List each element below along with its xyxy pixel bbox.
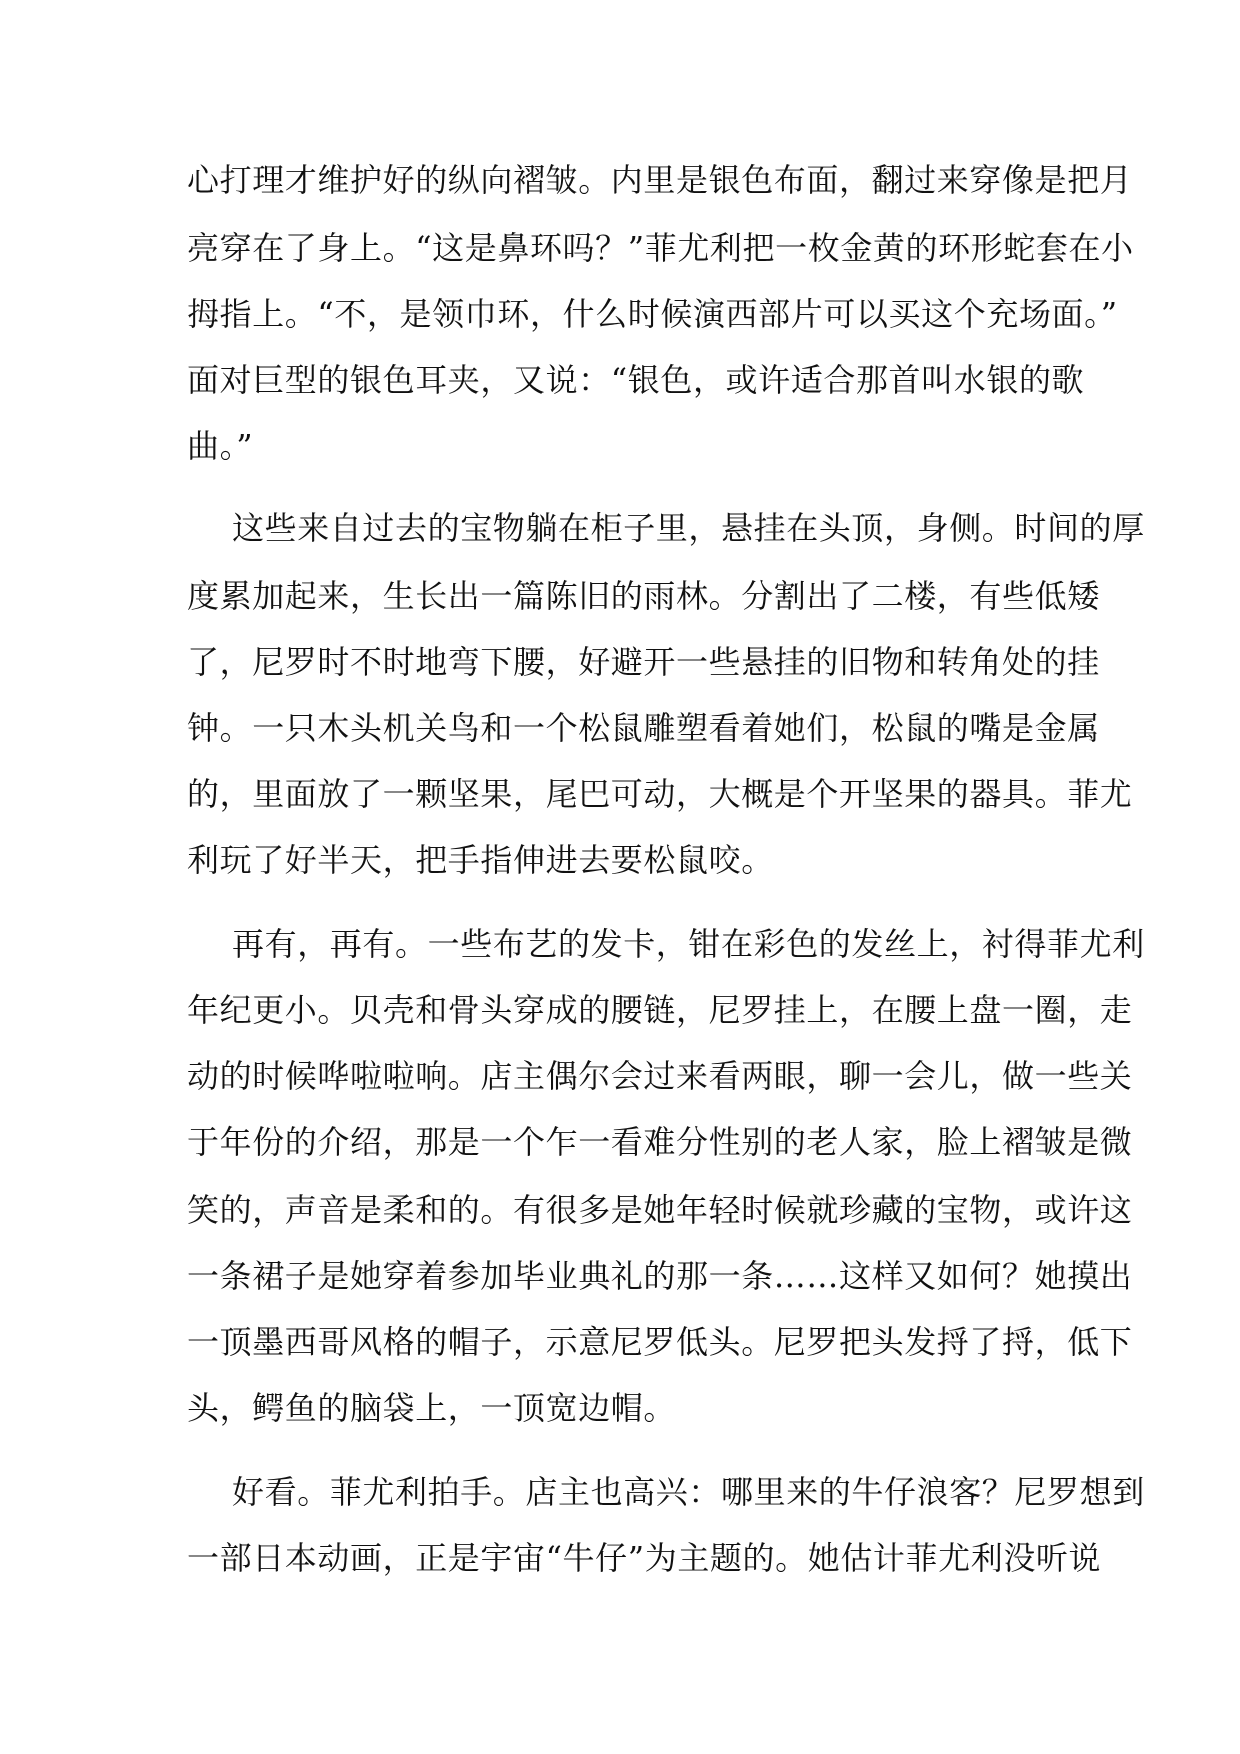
text-line: 动的时候哗啦啦响。店主偶尔会过来看两眼，聊一会儿，做一些关: [187, 1057, 1133, 1095]
text-line: 亮穿在了身上。“这是鼻环吗？”菲尤利把一枚金黄的环形蛇套在小: [187, 229, 1134, 267]
text-line: 度累加起来，生长出一篇陈旧的雨林。分割出了二楼，有些低矮: [187, 577, 1100, 615]
text-line: 拇指上。“不，是领巾环，什么时候演西部片可以买这个充场面。”: [187, 295, 1118, 333]
text-line: 一条裙子是她穿着参加毕业典礼的那一条……这样又如何？她摸出: [187, 1257, 1133, 1295]
text-line: 这些来自过去的宝物躺在柜子里，悬挂在头顶，身侧。时间的厚: [232, 509, 1145, 547]
text-line: 心打理才维护好的纵向褶皱。内里是银色布面，翻过来穿像是把月: [187, 161, 1133, 199]
text-line: 钟。一只木头机关鸟和一个松鼠雕塑看着她们，松鼠的嘴是金属: [187, 709, 1100, 747]
text-line: 笑的，声音是柔和的。有很多是她年轻时候就珍藏的宝物，或许这: [187, 1191, 1133, 1229]
text-line: 好看。菲尤利拍手。店主也高兴：哪里来的牛仔浪客？尼罗想到: [232, 1473, 1145, 1511]
text-line: 年纪更小。贝壳和骨头穿成的腰链，尼罗挂上，在腰上盘一圈，走: [187, 991, 1133, 1029]
text-line: 一顶墨西哥风格的帽子，示意尼罗低头。尼罗把头发捋了捋，低下: [187, 1323, 1133, 1361]
text-line: 的，里面放了一颗坚果，尾巴可动，大概是个开坚果的器具。菲尤: [187, 775, 1133, 813]
text-line: 曲。”: [187, 427, 254, 465]
text-line: 一部日本动画，正是宇宙“牛仔”为主题的。她估计菲尤利没听说: [187, 1539, 1102, 1577]
text-line: 于年份的介绍，那是一个乍一看难分性别的老人家，脸上褶皱是微: [187, 1123, 1133, 1161]
text-line: 再有，再有。一些布艺的发卡，钳在彩色的发丝上，衬得菲尤利: [232, 925, 1145, 963]
text-line: 面对巨型的银色耳夹，又说：“银色，或许适合那首叫水银的歌: [187, 361, 1085, 399]
text-line: 了，尼罗时不时地弯下腰，好避开一些悬挂的旧物和转角处的挂: [187, 643, 1100, 681]
text-line: 头，鳄鱼的脑袋上，一顶宽边帽。: [187, 1389, 677, 1427]
text-line: 利玩了好半天，把手指伸进去要松鼠咬。: [187, 841, 774, 879]
